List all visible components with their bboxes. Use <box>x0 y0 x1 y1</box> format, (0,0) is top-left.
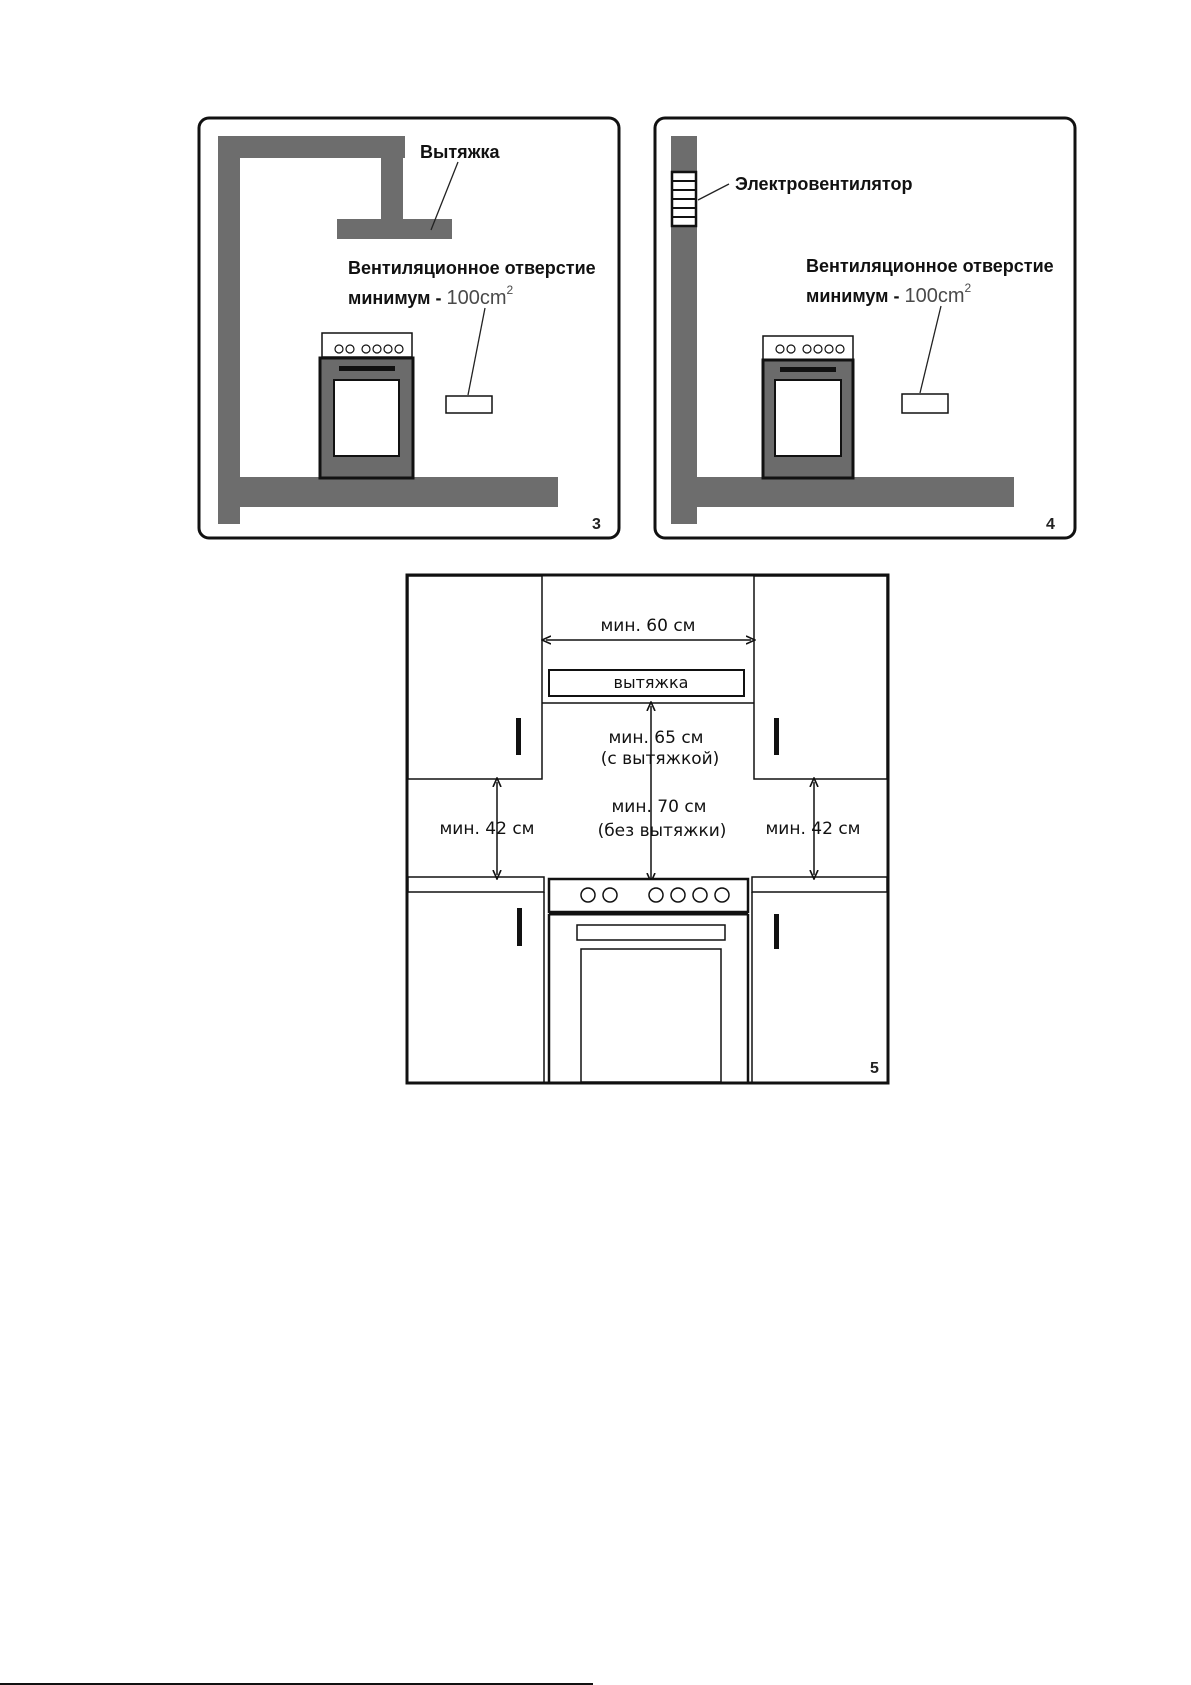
stove-handle <box>780 367 836 372</box>
electric-fan <box>672 172 696 226</box>
oven-handle <box>577 925 725 940</box>
figure-3-hood-ventilation <box>199 118 619 538</box>
oven-door <box>581 949 721 1082</box>
hood-label: Вытяжка <box>420 142 500 162</box>
figure-4-number: 4 <box>1046 516 1055 533</box>
right-clearance-label: мин. 42 см <box>765 819 861 839</box>
cabinet-handle <box>517 908 522 946</box>
fan-label: Электровентилятор <box>735 174 913 194</box>
vent-label-line1: Вентиляционное отверстие <box>348 258 596 278</box>
with-hood-clearance-line1: мин. 65 см <box>608 728 704 748</box>
vent-opening <box>446 396 492 413</box>
vent-label-line2: минимум - $100cm^2$ <box>348 283 514 309</box>
cabinet-handle <box>516 718 521 755</box>
vent-label-line1: Вентиляционное отверстие <box>806 256 1054 276</box>
range-hood-label: вытяжка <box>613 673 689 692</box>
left-clearance-label: мин. 42 см <box>439 819 535 839</box>
cabinet-handle <box>774 914 779 949</box>
oven-door <box>334 380 399 456</box>
figure-5-number: 5 <box>870 1060 879 1077</box>
oven-door <box>775 380 841 456</box>
figure-5-clearances <box>407 575 888 1083</box>
stove <box>320 333 413 478</box>
with-hood-clearance-line2: (с вытяжкой) <box>600 749 720 769</box>
figure-4-fan-ventilation <box>655 118 1075 538</box>
stove-handle <box>339 366 395 371</box>
no-hood-clearance-line1: мин. 70 см <box>611 797 707 817</box>
vent-label-line2: минимум - $100cm^2$ <box>806 281 972 307</box>
cabinet-handle <box>774 718 779 755</box>
width-dimension-label: мин. 60 см <box>600 616 696 636</box>
vent-opening <box>902 394 948 413</box>
stove <box>763 336 853 478</box>
no-hood-clearance-line2: (без вытяжки) <box>597 821 727 841</box>
figure-3-number: 3 <box>592 516 601 533</box>
